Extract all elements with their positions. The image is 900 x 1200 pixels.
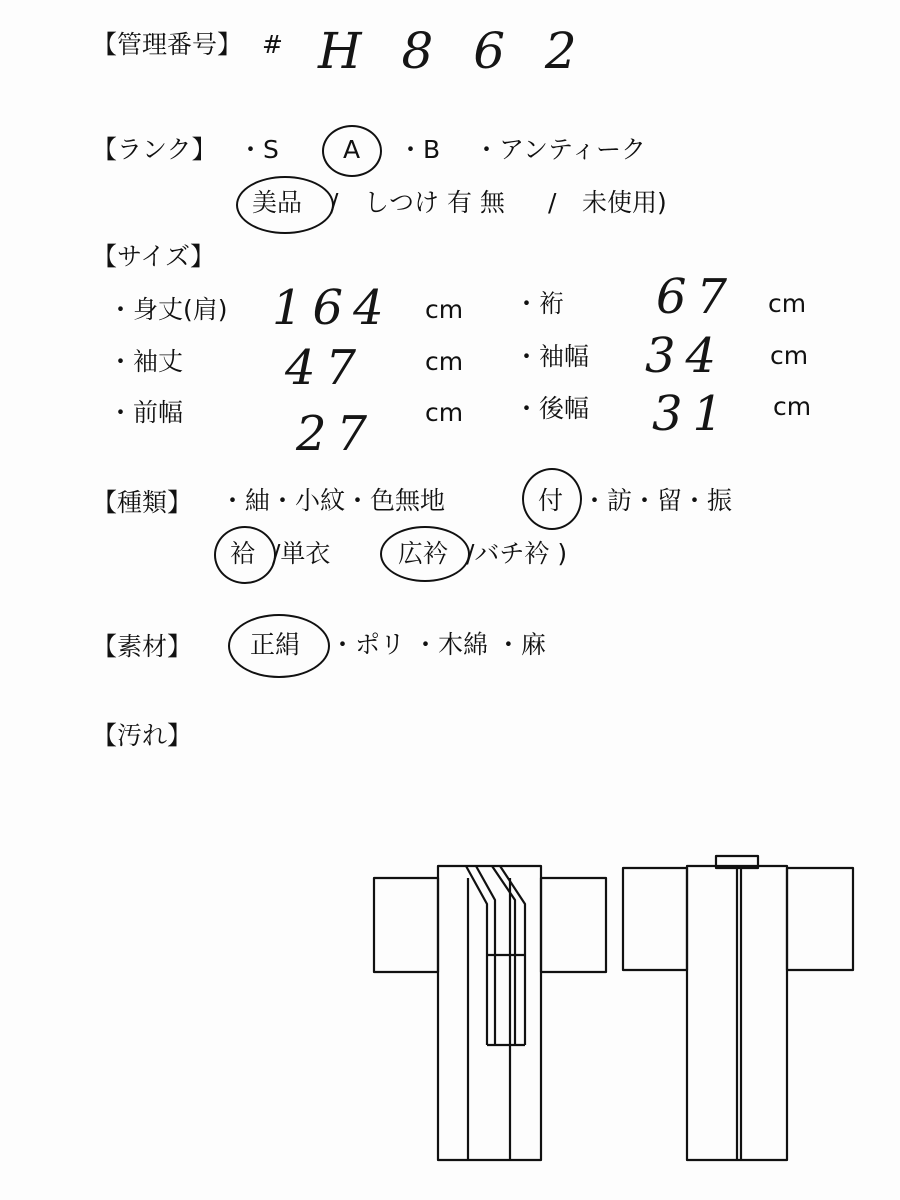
kind-bachi: /バチ衿 )	[466, 539, 568, 568]
kind-tsuke: 付	[538, 486, 564, 515]
size-value-yuki: 67	[656, 269, 738, 325]
rank-bihin: 美品	[252, 188, 303, 217]
size-unit-yuki: cm	[768, 289, 807, 318]
size-label: 【サイズ】	[92, 242, 216, 271]
material-label: 【素材】	[92, 632, 193, 661]
size-value-ushirohaba: 31	[652, 386, 734, 442]
size-label-yuki: ・裄	[514, 289, 565, 318]
kind-options-post: ・訪・留・振	[582, 486, 733, 515]
kimono-front-diagram	[374, 866, 606, 1160]
size-value-sodetake: 47	[285, 340, 367, 396]
material-shoken: 正絹	[250, 630, 301, 659]
size-value-maehaba: 27	[296, 406, 378, 462]
rank-a: A	[343, 135, 361, 164]
rank-label: 【ランク】	[92, 135, 217, 164]
size-value-sodehaba: 34	[645, 328, 727, 384]
rank-b: ・B	[398, 135, 441, 164]
size-label-mitake: ・身丈(肩)	[108, 295, 228, 324]
size-unit-maehaba: cm	[425, 398, 464, 427]
rank-antique: ・アンティーク	[474, 135, 647, 164]
kind-label: 【種類】	[92, 488, 193, 517]
stain-label: 【汚れ】	[92, 721, 193, 750]
size-unit-sodehaba: cm	[770, 341, 809, 370]
kind-hiroeri: 広衿	[398, 539, 449, 568]
size-label-sodehaba: ・袖幅	[514, 342, 590, 371]
rank-shitsuke: しつけ 有 無	[364, 188, 505, 217]
size-unit-ushirohaba: cm	[773, 392, 812, 421]
kind-options-pre: ・紬・小紋・色無地	[220, 486, 446, 515]
size-unit-sodetake: cm	[425, 347, 464, 376]
kimono-back-diagram	[623, 856, 853, 1160]
kind-awase: 袷	[230, 539, 256, 568]
size-value-mitake: 164	[272, 280, 394, 336]
rank-slash-1: /	[330, 188, 339, 217]
material-others: ・ポリ ・木綿 ・麻	[330, 630, 546, 659]
mgmt-number: H 8 6 2	[318, 22, 589, 80]
rank-slash-2: /	[548, 188, 557, 217]
size-unit-mitake: cm	[425, 295, 464, 324]
mgmt-hash: #	[262, 30, 283, 59]
rank-s: ・S	[238, 135, 279, 164]
mgmt-label: 【管理番号】	[92, 30, 243, 59]
size-label-ushirohaba: ・後幅	[514, 394, 590, 423]
size-label-sodetake: ・袖丈	[108, 347, 184, 376]
kind-hitoe: /単衣	[272, 539, 331, 568]
size-label-maehaba: ・前幅	[108, 398, 184, 427]
rank-unused: 未使用)	[582, 188, 667, 217]
